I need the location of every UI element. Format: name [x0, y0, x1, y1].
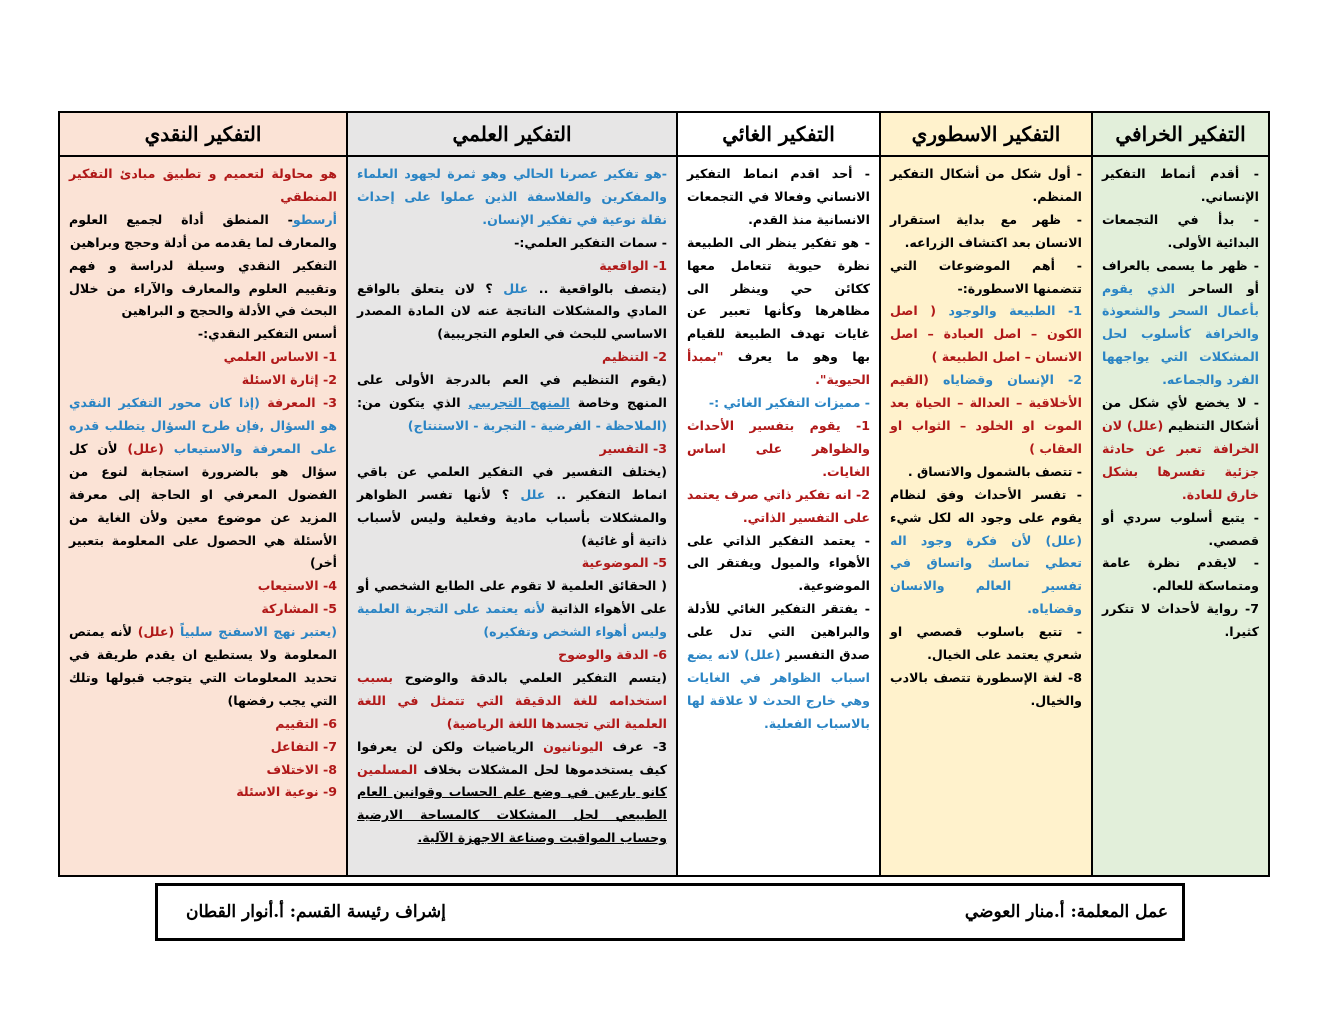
column-line: [687, 163, 870, 232]
column-line: [687, 598, 870, 735]
column-line: [69, 392, 337, 575]
column-line: [357, 369, 667, 438]
text-segment: أسس التفكير النقدي:-: [197, 326, 337, 342]
text-segment: 2- انه تفكير ذاتي صرف يعتمد على التفسير الذاتي.: [687, 486, 870, 525]
text-segment: - لا يخضع لأي شكل من أشكال التنظيم: [1102, 395, 1260, 433]
text-segment: ( اصل الكون – اصل العبادة – اصل الانسان – اصل الطبيعة ): [890, 303, 1082, 365]
comparison-table: [58, 111, 1270, 877]
column-line: [890, 667, 1082, 713]
text-segment: - سمات التفكير العلمي:-: [514, 234, 667, 250]
text-segment: - ظهر مع بداية استقرار الانسان بعد اكتشاف الزراعه.: [890, 211, 1082, 250]
text-segment: 1- الاساس العلمي: [223, 349, 337, 365]
column-teleological: [676, 113, 879, 875]
text-segment: (علل): [127, 440, 164, 456]
text-segment: - هو تفكير ينظر الى الطبيعة نظرة حيوية تتعامل معها ككائن حي وينظر الى مظاهرها وكأنها تعبير عن غايات تهدف الطبيعة للقيام بها وهو ما يعرف: [687, 234, 870, 365]
text-segment: (القيم الأخلاقية – العدالة – الحياة بعد الموت او الخلود – الثواب او العقاب ): [890, 372, 1082, 456]
text-segment: لأنه يعتمد على التجربة العلمية وليس أهواء الشخص وتفكيره): [357, 601, 667, 640]
text-segment: - أول شكل من أشكال التفكير المنظم.: [890, 166, 1082, 204]
column-line: [357, 736, 667, 851]
text-segment: التفكير النقدي وسيلة لدراسة و فهم وتقييم العلوم والمعارف والآراء من خلال البحث في الأدلة والحجج و البراهين: [69, 257, 337, 319]
text-segment: (علل): [132, 624, 181, 640]
text-segment: "بمبدأ الحيوية".: [687, 349, 870, 388]
text-segment: علل: [503, 280, 529, 296]
column-line: [687, 415, 870, 484]
text-segment: 1- الطبيعة والوجود: [948, 303, 1082, 319]
column-line: [357, 278, 667, 347]
text-segment: - ظهر ما يسمى بالعراف أو الساحر: [1102, 257, 1259, 296]
column-line: [890, 255, 1082, 301]
text-segment: - بدأ في التجمعات البدائية الأولى.: [1102, 211, 1259, 250]
column-header-mythical: التفكير الاسطوري: [881, 113, 1091, 157]
text-segment: ( الحقائق العلمية لا تقوم على الطابع الشخصي أو على الأهواء الذاتية: [357, 578, 667, 617]
column-line: [357, 232, 667, 255]
text-segment: 2- الإنسان وقضاياه: [942, 372, 1082, 388]
column-line: [357, 644, 667, 667]
column-line: [890, 209, 1082, 255]
text-segment: 9- نوعية الاسئلة: [236, 784, 337, 800]
column-line: [1102, 598, 1259, 644]
text-segment: هو محاولة لتعميم و تطبيق مبادئ التفكير المنطقي: [69, 166, 337, 204]
text-segment: 2- التنظيم: [602, 349, 667, 365]
column-line: [890, 369, 1082, 461]
column-body-teleological: [678, 157, 879, 740]
teacher-credit: عمل المعلمة: أ.منار العوضي: [964, 902, 1168, 922]
column-line: [890, 163, 1082, 209]
text-segment: لأن كل سؤال هو بالضرورة استجابة لنوع من الفضول المعرفي او الحاجة إلى معرفة المزيد عن موضوع معين ولأن الغاية من الأسئلة هي الحصول على المعلومة بتعبير أخر): [69, 440, 337, 571]
column-header-critical: التفكير النقدي: [60, 113, 346, 157]
text-segment: (علل) لان الخرافة تعبر عن حادثة جزئية تفسرها بشكل خارق للعادة.: [1102, 417, 1259, 502]
text-segment: 6- التقييم: [275, 715, 337, 731]
text-segment: 3- المعرفة: [267, 395, 337, 411]
text-segment: - المنطق أداة لجميع العلوم والمعارف لما يقدمه من أدلة وحجج وبراهين: [69, 211, 337, 250]
text-segment: - يفتقر التفكير الغائي للأدلة والبراهين التي تدل على صدق التفسير: [687, 601, 871, 663]
text-segment: الذي يتكون من:: [357, 395, 469, 411]
column-line: [357, 552, 667, 575]
text-segment: (يقوم التنظيم في العم بالدرجة الأولى على المنهج وخاصة: [357, 372, 667, 411]
column-line: [69, 759, 337, 782]
column-critical: [60, 113, 346, 875]
text-segment: 2- إثارة الاسئلة: [241, 372, 337, 388]
column-line: [890, 461, 1082, 484]
column-header-superstitious: التفكير الخرافي: [1093, 113, 1268, 157]
column-line: [69, 713, 337, 736]
column-line: [69, 323, 337, 346]
footer-credits: [155, 883, 1185, 941]
text-segment: 8- الاختلاف: [266, 761, 337, 777]
column-line: [69, 346, 337, 369]
text-segment: كانو بارعين في وضع علم الحساب وقوانين العام الطبيعي لحل المشكلات كالمساحة الارضية وحساب المواقيت وصناعة الاجهزة الآلية.: [357, 784, 667, 846]
text-segment: - يتبع أسلوب سردي أو قصصي.: [1102, 509, 1259, 548]
column-line: [357, 667, 667, 736]
column-header-teleological: التفكير الغائي: [678, 113, 879, 157]
column-line: [357, 346, 667, 369]
text-segment: 5- المشاركة: [261, 601, 337, 617]
column-line: [890, 300, 1082, 369]
text-segment: 4- الاستيعاب: [257, 578, 337, 594]
text-segment: الذي يقوم بأعمال السحر والشعوذة والخرافة كأسلوب لحل المشكلات التي يواجهها الفرد والجماعه.: [1102, 280, 1259, 388]
column-line: [357, 163, 667, 232]
text-segment: 7- التفاعل: [270, 738, 337, 754]
column-line: [1102, 255, 1259, 392]
column-line: [687, 530, 870, 599]
column-line: [1102, 392, 1259, 507]
text-segment: (يختلف التفسير في التفكير العلمي عن باقي انماط التفكير ..: [357, 463, 667, 502]
column-line: [69, 781, 337, 804]
text-segment: 3- التفسير: [599, 440, 667, 456]
column-body-superstitious: [1093, 157, 1268, 648]
column-body-critical: [60, 157, 346, 808]
column-line: [687, 232, 870, 392]
text-segment: 3- عرف: [603, 738, 667, 754]
text-segment: أرسطو: [292, 211, 337, 227]
text-segment: 7- رواية لأحداث لا تتكرر كثيرا.: [1102, 601, 1259, 640]
column-body-scientific: [348, 157, 676, 854]
text-segment: (علل) لانه يضع اسباب الظواهر في الغايات وهي خارج الحدث لا علاقة لها بالاسباب الفعلية.: [687, 647, 870, 731]
text-segment: - أهم الموضوعات التي تتضمنها الاسطورة:-: [890, 257, 1082, 296]
column-line: [357, 575, 667, 644]
text-segment: الرياضيات ولكن لن يعرفوا كيف يستخدموها لحل المشكلات بخلاف: [357, 738, 667, 777]
text-segment: - أقدم أنماط التفكير الإنساني.: [1102, 166, 1259, 204]
column-line: [1102, 209, 1259, 255]
text-segment: (إذا كان محور التفكير النقدي هو السؤال ,فإن طرح السؤال يتطلب قدره على المعرفة والاستيعاب: [69, 395, 337, 456]
text-segment: - لايقدم نظرة عامة ومتماسكة للعالم.: [1102, 555, 1259, 594]
text-segment: - يعتمد التفكير الذاتي على الأهواء والميول ويفتقر الى الموضوعية.: [687, 532, 870, 594]
text-segment: اليونانيون: [543, 738, 604, 754]
column-line: [69, 621, 337, 713]
column-line: [357, 438, 667, 461]
text-segment: - تتبع باسلوب قصصي او شعري يعتمد على الخيال.: [890, 624, 1082, 663]
column-line: [357, 461, 667, 553]
text-segment: -هو تفكير عصرنا الحالي وهو ثمرة لجهود العلماء والمفكرين والفلاسفة الذين عملوا على إحداث نقلة نوعية في تفكير الإنسان.: [357, 166, 667, 227]
column-mythical: [879, 113, 1091, 875]
column-line: [69, 736, 337, 759]
text-segment: 6- الدقة والوضوح: [558, 647, 667, 663]
column-line: [69, 163, 337, 209]
text-segment: (يتصف بالواقعية ..: [528, 280, 667, 296]
text-segment: - تتصف بالشمول والاتساق .: [907, 463, 1082, 479]
text-segment: بسبب استخدامه للغة الدقيقة التي تتمثل في اللغة العلمية التي تجسدها اللغة الرياضية): [357, 669, 667, 731]
text-segment: 1- يقوم بتفسير الأحداث والظواهر على اساس الغايات.: [687, 417, 870, 479]
column-line: [687, 484, 870, 530]
column-line: [1102, 552, 1259, 598]
text-segment: - تفسر الأحداث وفق لنظام يقوم على وجود اله لكل شيء: [890, 486, 1082, 525]
column-scientific: [346, 113, 676, 875]
text-segment: (يتسم التفكير العلمي بالدقة والوضوح: [393, 669, 667, 685]
column-line: [1102, 163, 1259, 209]
column-superstitious: [1091, 113, 1268, 875]
text-segment: (علل) لأن فكرة وجود اله تعطي تماسك واتساق في تفسير العالم والانسان وقضاياه.: [890, 532, 1082, 617]
text-segment: المسلمين: [357, 761, 418, 777]
text-segment: (يعتبر نهج الاسفنج سلبياً: [180, 624, 338, 640]
column-line: [69, 575, 337, 598]
text-segment: - أحد اقدم انماط التفكير الانساني وفعالا في التجمعات الانسانية منذ القدم.: [687, 166, 870, 227]
column-line: [69, 369, 337, 392]
column-line: [69, 255, 337, 324]
text-segment: لأنه يمتص المعلومة ولا يستطيع ان يقدم طريقة في تحديد المعلومات التي يتوجب قبولها وتلك التي يجب رفضها): [69, 624, 337, 708]
text-segment: 8- لغة الإسطورة تتصف بالادب والخيال.: [890, 669, 1082, 708]
column-line: [687, 392, 870, 415]
text-segment: ؟ لأنها تفسر الظواهر والمشكلات بأسباب مادية وفعلية وليس لأسباب ذاتية أو غائية): [357, 486, 667, 548]
text-segment: علل: [520, 486, 546, 502]
text-segment: المنهج التجريبي: [468, 395, 570, 411]
text-segment: ؟ لان يتعلق بالواقع المادي والمشكلات الناتجة عنه لان المادة المصدر الاساسي للبحث في العلوم التجريبية): [357, 280, 667, 342]
text-segment: 1- الواقعية: [599, 257, 667, 273]
text-segment: (الملاحظة - الفرضية - التجربة - الاستنتاج): [407, 417, 667, 433]
column-line: [69, 209, 337, 255]
column-line: [69, 598, 337, 621]
column-body-mythical: [881, 157, 1091, 717]
column-header-scientific: التفكير العلمي: [348, 113, 676, 157]
column-line: [1102, 507, 1259, 553]
text-segment: 5- الموضوعية: [581, 555, 667, 571]
column-line: [890, 621, 1082, 667]
column-line: [357, 255, 667, 278]
column-line: [890, 484, 1082, 621]
text-segment: - مميزات التفكير الغائي :-: [708, 395, 870, 411]
supervisor-credit: إشراف رئيسة القسم: أ.أنوار القطان: [186, 902, 446, 922]
